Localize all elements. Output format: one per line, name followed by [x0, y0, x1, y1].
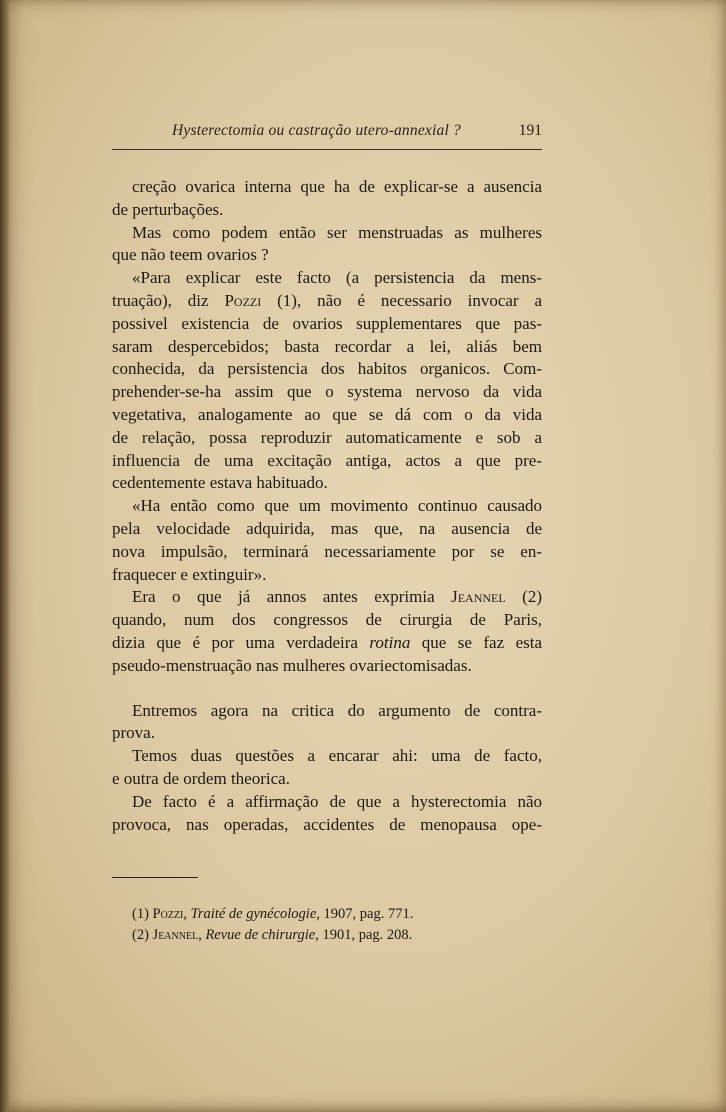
text-run: que se faz esta: [410, 632, 542, 652]
text-run: nova impulsão, terminará necessariamente por se en-: [112, 541, 542, 561]
footnote: [132, 925, 542, 946]
italic-text: Traité de gynécologie: [190, 906, 317, 922]
page-binding-shadow: [0, 0, 10, 1112]
section-gap: [112, 678, 542, 700]
text-line: [112, 518, 542, 541]
text-run: prova.: [112, 723, 155, 743]
text-run: (1): [132, 906, 153, 922]
text-line: [112, 632, 542, 655]
text-line: [112, 404, 542, 427]
paragraph: [112, 176, 542, 222]
text-run: (1), não é necessario invocar a: [261, 290, 543, 310]
text-line: [112, 609, 542, 632]
footnote: [132, 904, 542, 925]
paragraph: [112, 586, 542, 677]
text-run: provoca, nas operadas, accidentes de menopausa ope-: [112, 814, 542, 834]
text-run: «Para explicar este facto (a persistencia da mens-: [132, 268, 542, 288]
text-line: [112, 745, 542, 768]
text-line: [112, 290, 542, 313]
text-run: influencia de uma excitação antiga, actos a que pre-: [112, 450, 542, 470]
text-line: [112, 199, 542, 222]
running-title: Hysterectomia ou castração utero-annexial ?: [172, 122, 461, 139]
text-line: [112, 244, 542, 267]
text-line: [112, 700, 542, 723]
text-line: [112, 541, 542, 564]
footnotes: [132, 904, 542, 946]
text-run: truação), diz: [112, 290, 225, 310]
text-line: [112, 472, 542, 495]
text-run: de relação, possa reproduzir automaticamente e sob a: [112, 427, 542, 447]
text-run: , 1901, pag. 208.: [315, 927, 413, 943]
page-number: 191: [518, 122, 542, 139]
text-line: [112, 722, 542, 745]
text-run: (2): [132, 927, 153, 943]
text-line: [112, 768, 542, 791]
text-run: Era o que já annos antes exprimia: [132, 587, 452, 607]
text-run: Temos duas questões a encarar ahi: uma de facto,: [132, 746, 542, 766]
text-run: vegetativa, analogamente ao que se dá com o da vida: [112, 404, 542, 424]
paragraph: [112, 700, 542, 746]
text-run: de perturbações.: [112, 199, 224, 219]
text-run: «Ha então como que um movimento continuo causado: [132, 496, 542, 516]
text-line: [112, 814, 542, 837]
text-run: pela velocidade adquirida, mas que, na ausencia de: [112, 518, 542, 538]
footnote-rule: [112, 877, 198, 878]
text-run: ,: [198, 927, 206, 943]
text-line: [112, 791, 542, 814]
text-line: [112, 176, 542, 199]
author-name: Pozzi: [152, 906, 184, 922]
author-name: Pozzi: [224, 290, 262, 310]
text-run: conhecida, da persistencia dos habitos organicos. Com-: [112, 359, 542, 379]
paragraph: [112, 495, 542, 586]
text-line: [112, 655, 542, 678]
text-run: quando, num dos congressos de cirurgia de Paris,: [112, 610, 542, 630]
text-line: [112, 427, 542, 450]
paragraph: [112, 791, 542, 837]
text-run: creção ovarica interna que ha de explicar-se a ausencia: [132, 177, 542, 196]
text-line: [112, 336, 542, 359]
author-name: Jeannel: [152, 927, 199, 943]
text-run: fraquecer e extinguir».: [112, 564, 267, 584]
text-line: [112, 358, 542, 381]
text-run: dizia que é por uma verdadeira: [112, 632, 370, 652]
text-run: cedentemente estava habituado.: [112, 473, 328, 493]
author-name: Jeannel: [451, 587, 506, 607]
text-run: ,: [183, 906, 191, 922]
text-run: que não teem ovarios ?: [112, 245, 269, 265]
text-line: [112, 313, 542, 336]
paragraph: [112, 267, 542, 495]
text-line: [112, 267, 542, 290]
text-run: Entremos agora na critica do argumento de contra-: [132, 700, 542, 720]
paragraph: [112, 222, 542, 268]
text-line: [112, 564, 542, 587]
paragraph: [112, 745, 542, 791]
header-rule: [112, 149, 542, 150]
body-text: [112, 176, 542, 836]
italic-text: rotina: [369, 632, 411, 652]
text-line: [112, 450, 542, 473]
text-run: prehender-se-ha assim que o systema nervoso da vida: [112, 382, 542, 402]
text-run: , 1907, pag. 771.: [316, 906, 414, 922]
text-run: possivel existencia de ovarios supplementares que pas-: [112, 313, 542, 333]
text-run: e outra de ordem theorica.: [112, 768, 290, 788]
text-line: [112, 495, 542, 518]
text-run: pseudo-menstruação nas mulheres ovariectomisadas.: [112, 655, 472, 675]
text-line: [112, 222, 542, 245]
text-run: Mas como podem então ser menstruadas as mulheres: [132, 222, 542, 242]
text-line: [112, 586, 542, 609]
text-run: saram despercebidos; basta recordar a lei, aliás bem: [112, 336, 542, 356]
page-header: [112, 122, 542, 146]
text-run: (2): [505, 587, 542, 607]
italic-text: Revue de chirurgie: [205, 927, 316, 943]
text-line: [112, 381, 542, 404]
text-run: De facto é a affirmação de que a hysterectomia não: [132, 791, 542, 811]
